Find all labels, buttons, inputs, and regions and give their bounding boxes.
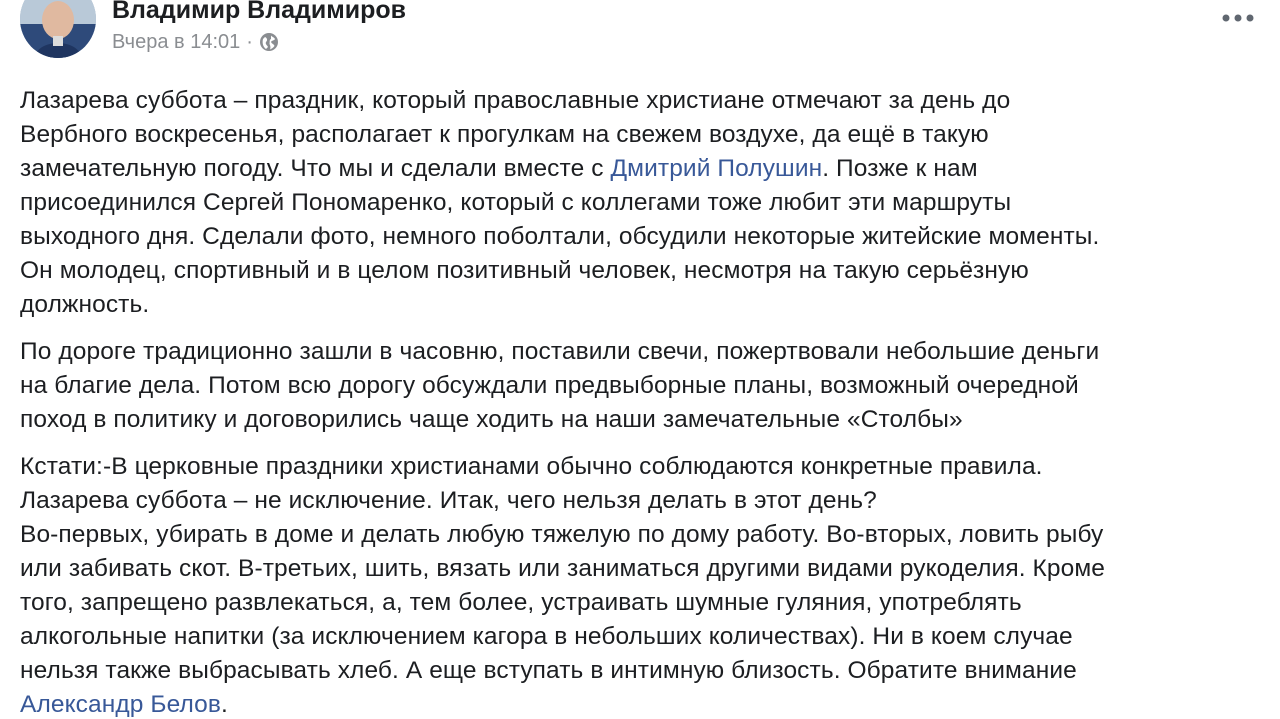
post-header [0, 0, 1280, 70]
paragraph-1 [20, 84, 1270, 322]
text-line: присоединился Сергей Пономаренко, который с коллегами тоже любит эти маршруты [20, 189, 1012, 216]
paragraph-4 [20, 518, 1270, 719]
text-line: Лазарева суббота – не исключение. Итак, чего нельзя делать в этот день? [20, 487, 877, 514]
post-meta [112, 28, 279, 56]
globe-icon[interactable] [259, 32, 279, 52]
text-line: Он молодец, спортивный и в целом позитивный человек, несмотря на такую серьёзную [20, 257, 1029, 284]
text-line: должность. [20, 291, 150, 318]
text-line [20, 152, 1270, 186]
text-line: Кстати:-В церковные праздники христианами обычно соблюдаются конкретные правила. [20, 453, 1043, 480]
text-line: того, запрещено развлекаться, а, тем более, устраивать шумные гуляния, употреблять [20, 589, 1022, 616]
mention-link-dmitry-polushin[interactable]: Дмитрий Полушин [610, 155, 823, 182]
avatar[interactable] [20, 0, 96, 58]
text-segment: . [221, 691, 228, 718]
text-segment: . Позже к нам [822, 155, 978, 182]
post-text [20, 84, 1270, 719]
meta-separator: · [246, 30, 253, 53]
paragraph-3 [20, 450, 1270, 518]
text-line: на благие дела. Потом всю дорогу обсуждали предвыборные планы, возможный очередной [20, 372, 1079, 399]
text-line: Лазарева суббота – праздник, который православные христиане отмечают за день до [20, 87, 1011, 114]
author-name[interactable]: Владимир Владимиров [112, 0, 407, 24]
mention-link-alexander-belov[interactable]: Александр Белов [20, 691, 221, 718]
text-line: или забивать скот. В-третьих, шить, вязать или заниматься другими видами рукоделия. Кроме [20, 555, 1106, 582]
text-line: нельзя также выбрасывать хлеб. А еще вступать в интимную близость. Обратите внимание [20, 657, 1077, 684]
text-line: Вербного воскресенья, располагает к прогулкам на свежем воздухе, да ещё в такую [20, 121, 989, 148]
text-line: алкогольные напитки (за исключением кагора в небольших количествах). Ни в коем случае [20, 623, 1073, 650]
text-segment: замечательную погоду. Что мы и сделали вместе с [20, 155, 611, 182]
paragraph-2 [20, 335, 1270, 437]
text-line: По дороге традиционно зашли в часовню, поставили свечи, пожертвовали небольшие деньги [20, 338, 1100, 365]
post-timestamp[interactable]: Вчера в 14:01 [112, 30, 241, 53]
avatar-photo [20, 0, 96, 58]
text-line [20, 688, 1270, 719]
text-line: Во-первых, убирать в доме и делать любую тяжелую по дому работу. Во-вторых, ловить рыбу [20, 521, 1104, 548]
more-options-icon[interactable] [1218, 4, 1258, 32]
text-line: поход в политику и договорились чаще ходить на наши замечательные «Столбы» [20, 406, 963, 433]
text-line: выходного дня. Сделали фото, немного поболтали, обсудили некоторые житейские моменты. [20, 223, 1100, 250]
